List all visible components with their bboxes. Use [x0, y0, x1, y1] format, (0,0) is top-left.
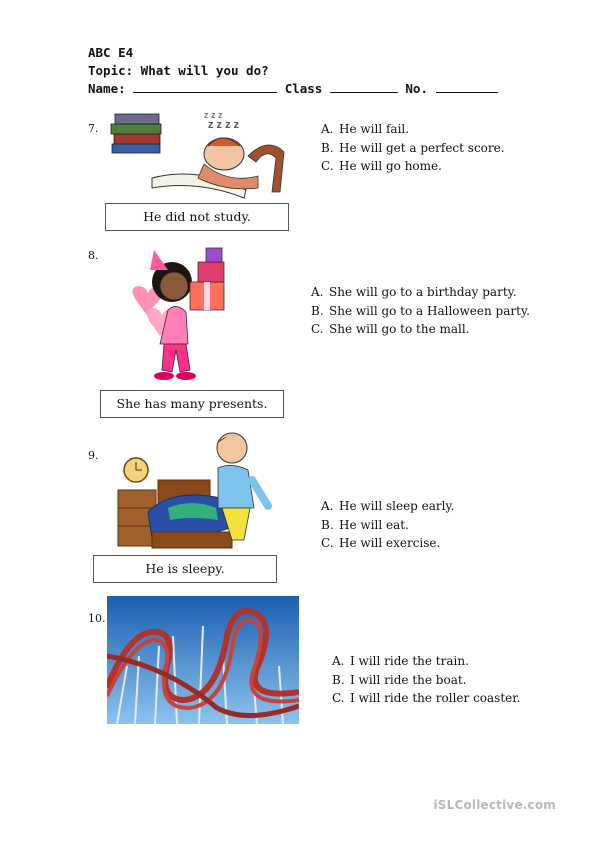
option-b[interactable]: B. He will get a perfect score. [321, 140, 505, 155]
name-blank[interactable] [133, 82, 277, 93]
answer-options [332, 652, 521, 708]
option-c[interactable]: C. I will ride the roller coaster. [332, 691, 521, 705]
question-number: 9. [88, 449, 99, 462]
watermark: iSLCollective.com [433, 798, 556, 812]
question-number: 8. [88, 249, 99, 262]
picture-caption: He is sleepy. [93, 555, 277, 583]
option-b[interactable]: B. He will eat. [321, 517, 409, 532]
answer-options [311, 283, 530, 339]
option-a[interactable]: A. She will go to a birthday party. [311, 285, 517, 299]
class-label: Class [284, 81, 323, 96]
sleeping-student-illustration [108, 106, 290, 200]
option-c[interactable]: C. He will go home. [321, 159, 442, 173]
no-label: No. [405, 81, 428, 96]
sleepy-boy-illustration [112, 428, 274, 552]
answer-options [321, 497, 455, 553]
option-c[interactable]: C. He will exercise. [321, 536, 441, 550]
question-number: 7. [88, 122, 99, 135]
student-info-line [88, 81, 498, 96]
number-blank[interactable] [436, 82, 498, 93]
worksheet-topic: Topic: What will you do? [88, 63, 269, 78]
option-a[interactable]: A. He will sleep early. [321, 499, 455, 513]
name-label: Name: [88, 81, 126, 96]
answer-options [321, 120, 505, 176]
picture-caption: He did not study. [105, 203, 289, 231]
option-a[interactable]: A. I will ride the train. [332, 654, 469, 668]
roller-coaster-photo [107, 596, 299, 724]
girl-with-presents-illustration [128, 240, 248, 382]
question-number: 10. [88, 612, 106, 625]
svg-text:z z z: z z z [204, 110, 223, 120]
picture-caption: She has many presents. [100, 390, 284, 418]
worksheet-code: ABC E4 [88, 45, 134, 60]
option-c[interactable]: C. She will go to the mall. [311, 322, 470, 336]
option-b[interactable]: B. I will ride the boat. [332, 672, 467, 687]
option-a[interactable]: A. He will fail. [321, 122, 410, 136]
class-blank[interactable] [330, 82, 398, 93]
option-b[interactable]: B. She will go to a Halloween party. [311, 303, 530, 318]
svg-text:z z z z: z z z z [208, 119, 240, 131]
